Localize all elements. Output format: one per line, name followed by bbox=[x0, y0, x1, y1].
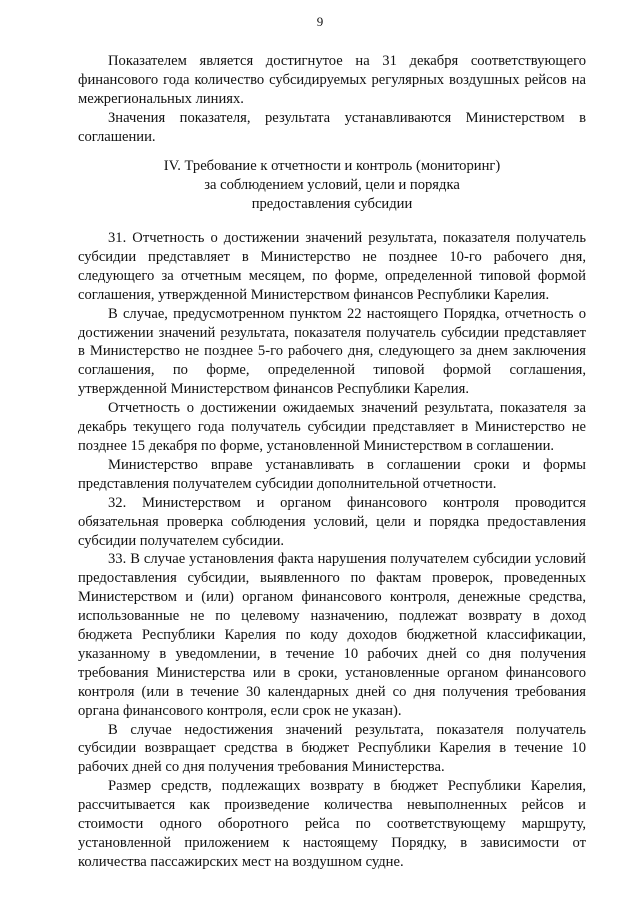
section-heading-line: IV. Требование к отчетности и контроль (мониторинг) bbox=[163, 158, 501, 174]
paragraph: 32. Министерством и органом финансового контроля проводится обязательная проверка соблюдения условий, цели и порядка предоставления субсидии получателем субсидии. bbox=[78, 494, 586, 549]
section-heading-line: предоставления субсидии bbox=[251, 196, 413, 212]
paragraph: Министерство вправе устанавливать в соглашении сроки и формы представления получателем субсидии дополнительной отчетности. bbox=[78, 456, 586, 492]
page-number: 9 bbox=[316, 14, 324, 29]
paragraph: 33. В случае установления факта нарушения получателем субсидии условий предоставления субсидии, выявленного по фактам проверок, проведенных Министерством и (или) органом финансового контроля, денежные средства, использованные не по целевому назначению, подлежат возврату в доход бюджета Республики Карелия по коду доходов бюджетной классификации, указанному в уведомлении, в течение 10 рабочих дней со дня получения требования Министерства или в сроки, установленные органом финансового контроля (или в течение 30 календарных дней со дня получения требования органа финансового контроля, если срок не указан). bbox=[78, 551, 586, 719]
section-heading bbox=[78, 157, 586, 214]
paragraph: В случае недостижения значений результата, показателя получатель субсидии возвращает средства в бюджет Республики Карелия в течение 10 рабочих дней со дня получения требования Министерства. bbox=[78, 721, 586, 776]
section-body bbox=[78, 229, 586, 872]
paragraph: В случае, предусмотренном пунктом 22 настоящего Порядка, отчетность о достижении значений результата, показателя получатель субсидии представляет в Министерство не позднее 5-го рабочего дня, следующего за днем заключения соглашения, по форме, определенной типовой формой соглашения, утвержденной Министерством финансов Республики Карелия. bbox=[78, 305, 586, 398]
paragraph: Показателем является достигнутое на 31 декабря соответствующего финансового года количество субсидируемых регулярных воздушных рейсов на межрегиональных линиях. bbox=[78, 53, 586, 107]
paragraph: Значения показателя, результата устанавливаются Министерством в соглашении. bbox=[78, 109, 586, 145]
section-heading-line: за соблюдением условий, цели и порядка bbox=[204, 177, 460, 193]
paragraph: Отчетность о достижении ожидаемых значений результата, показателя за декабрь текущего года получатель субсидии представляет в Министерство не позднее 15 декабря по форме, установленной Министерством в соглашении. bbox=[78, 400, 586, 454]
paragraph: Размер средств, подлежащих возврату в бюджет Республики Карелия, рассчитывается как произведение количества невыполненных рейсов и стоимости одного оборотного рейса по соответствующему маршруту, установленной приложением к настоящему Порядку, в зависимости от количества пассажирских мест на воздушном судне. bbox=[78, 778, 586, 870]
paragraph: 31. Отчетность о достижении значений результата, показателя получатель субсидии представляет в Министерство не позднее 10-го рабочего дня, следующего за отчетным месяцем, по форме, определенной типовой формой соглашения, утвержденной Министерством финансов Республики Карелия. bbox=[78, 230, 586, 303]
intro-text-block bbox=[78, 52, 586, 147]
